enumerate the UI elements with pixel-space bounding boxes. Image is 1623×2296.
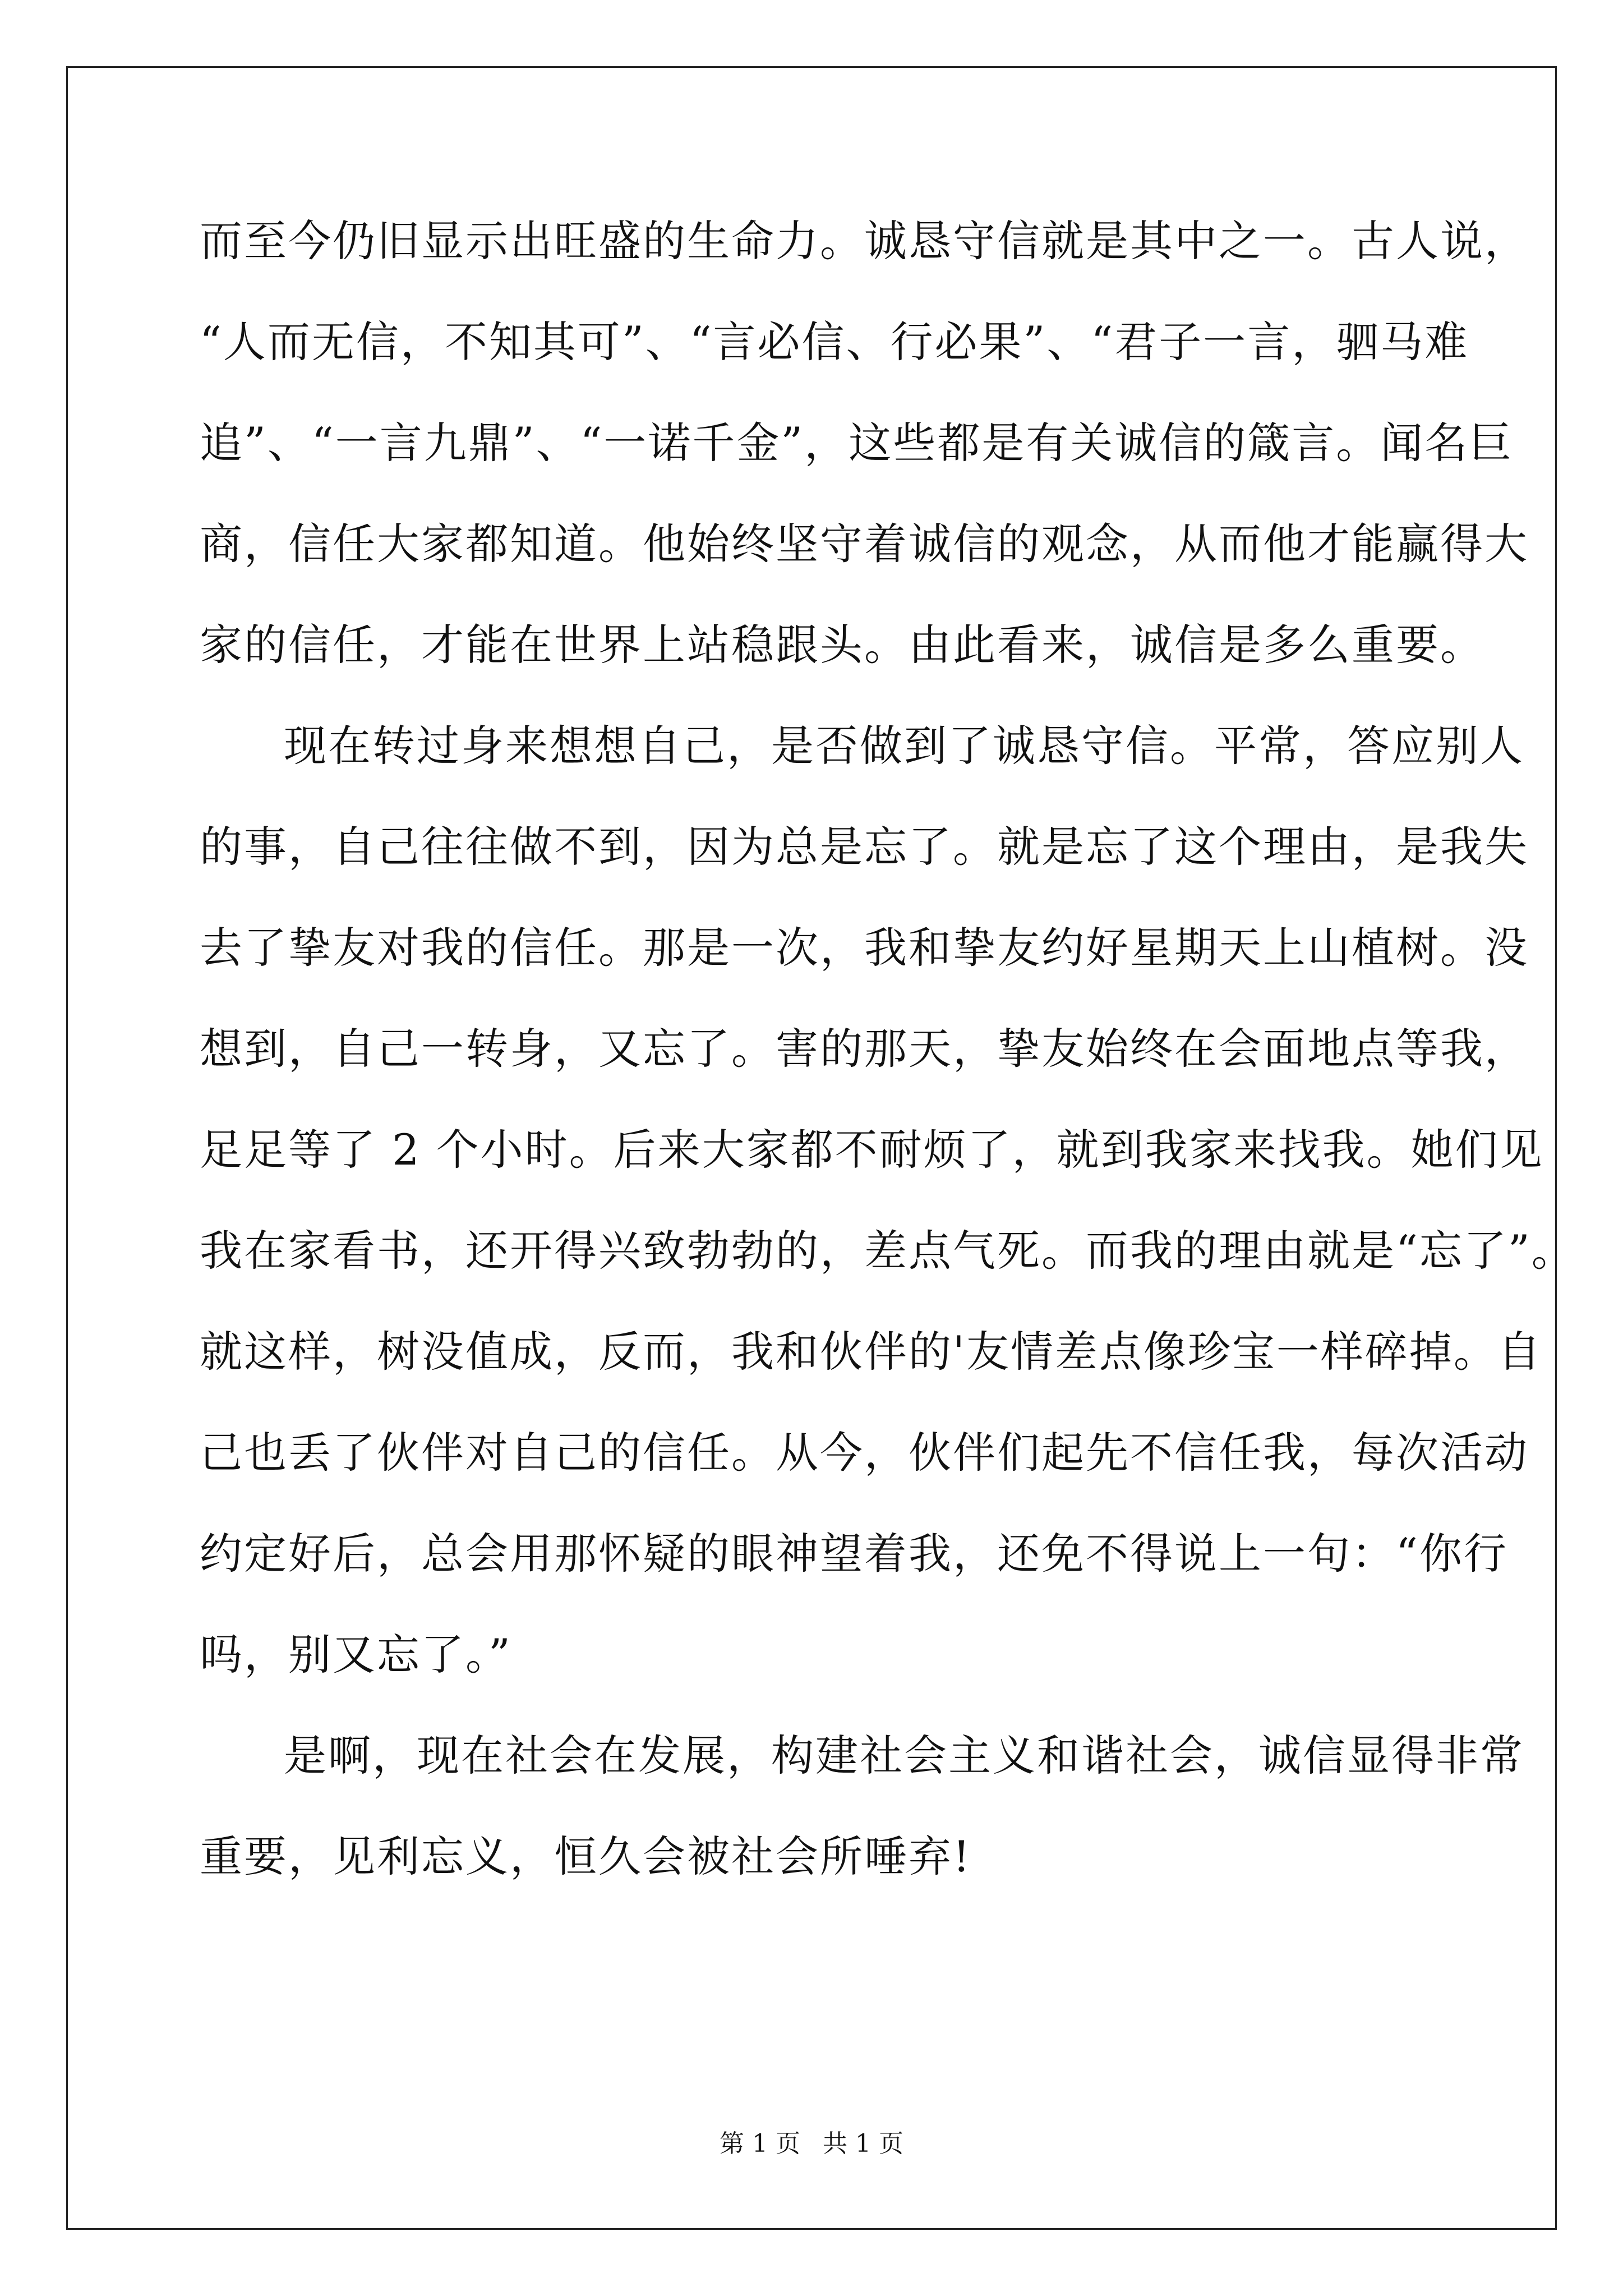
text-line: 追”、“一言九鼎”、“一诺千金”，这些都是有关诚信的箴言。闻名巨 [200,418,1514,468]
page-number: 第 1 页 [720,2129,800,2158]
text-line: 足足等了 2 个小时。后来大家都不耐烦了，就到我家来找我。她们见 [200,1125,1544,1175]
text-line: 就这样，树没值成，反而，我和伙伴的'友情差点像珍宝一样碎掉。自 [200,1327,1542,1377]
page-footer [0,2127,1623,2161]
text-line: 想到，自己一转身，又忘了。害的那天，挚友始终在会面地点等我， [200,1024,1529,1074]
text-line: 我在家看书，还开得兴致勃勃的，差点气死。而我的理由就是“忘了”。 [200,1226,1576,1276]
text-line: 吗，别又忘了。” [200,1630,512,1680]
text-line: 重要，见利忘义，恒久会被社会所唾弃! [200,1832,972,1881]
page-total: 共 1 页 [823,2129,903,2158]
text-line: 的事，自己往往做不到，因为总是忘了。就是忘了这个理由，是我失 [200,822,1529,872]
text-line: 家的信任，才能在世界上站稳跟头。由此看来，诚信是多么重要。 [200,620,1484,670]
text-line: 约定好后，总会用那怀疑的眼神望着我，还免不得说上一句：“你行 [200,1529,1508,1579]
text-line: 己也丢了伙伴对自己的信任。从今，伙伴们起先不信任我，每次活动 [200,1428,1529,1478]
text-line: 而至今仍旧显示出旺盛的生命力。诚恳守信就是其中之一。古人说， [200,216,1529,266]
text-line: 商，信任大家都知道。他始终坚守着诚信的观念，从而他才能赢得大 [200,519,1529,569]
paragraph-first-line: 是啊，现在社会在发展，构建社会主义和谐社会，诚信显得非常 [284,1731,1524,1780]
text-line: 去了挚友对我的信任。那是一次，我和挚友约好星期天上山植树。没 [200,923,1529,973]
text-line: “人而无信，不知其可”、“言必信、行必果”、“君子一言，驷马难 [200,317,1469,367]
paragraph-first-line: 现在转过身来想想自己，是否做到了诚恳守信。平常，答应别人 [284,721,1524,771]
